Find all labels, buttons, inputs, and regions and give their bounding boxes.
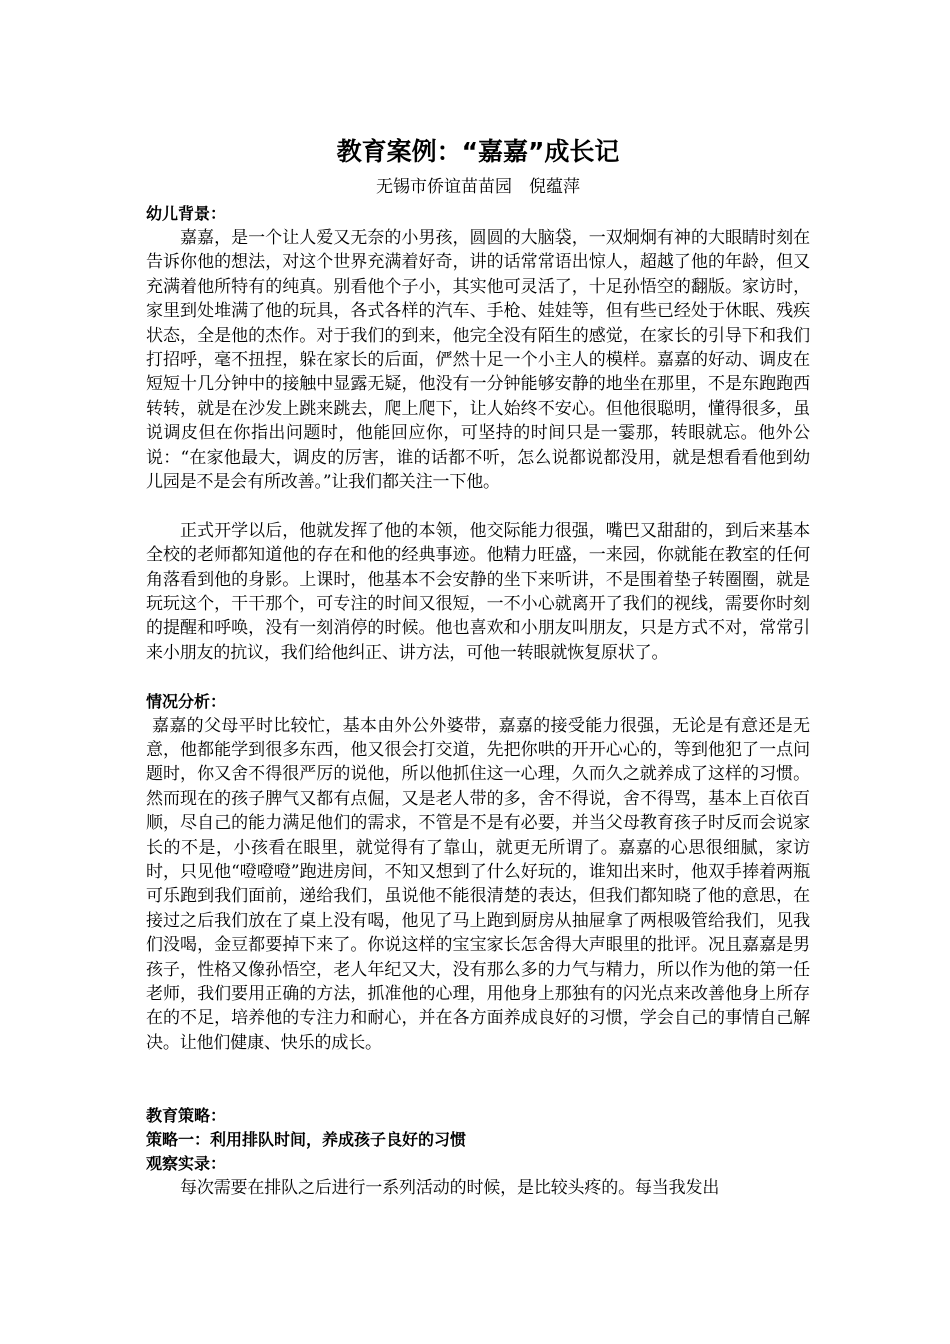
document-title: 教育案例：“嘉嘉”成长记: [336, 137, 620, 166]
strategy-one-heading: 策略一：利用排队时间，养成孩子良好的习惯: [146, 1129, 467, 1149]
section-heading-strategy: 教育策略：: [146, 1105, 227, 1125]
document-body: [146, 132, 810, 1200]
paragraph-analysis: 嘉嘉的父母平时比较忙，基本由外公外婆带，嘉嘉的接受能力很强，无论是有意还是无意，他都能学到很多东西，他又很会打交道，先把你哄的开开心心的，等到他犯了一点问题时，你又舍不得很严厉的说他，所以他抓住这一心理，久而久之就养成了这样的习惯。然而现在的孩子脾气又都有点倔，又是老人带的多，舍不得说，舍不得骂，基本上百依百顺，尽自己的能力满足他们的需求，不管是不是有必要，并当父母教育孩子时反而会说家长的不是，小孩看在眼里，就觉得有了靠山，就更无所谓了。嘉嘉的心思很细腻，家访时，只见他“噔噔噔”跑进房间，不知又想到了什么好玩的，谁知出来时，他双手捧着两瓶可乐跑到我们面前，递给我们，虽说他不能很清楚的表达，但我们都知晓了他的意思，在接过之后我们放在了桌上没有喝，他见了马上跑到厨房从抽屉拿了两根吸管给我们，见我们没喝，金豆都要掉下来了。你说这样的宝宝家长怎舍得大声眼里的批评。况且嘉嘉是男孩子，性格又像孙悟空，老人年纪又大，没有那么多的力气与精力，所以作为他的第一任老师，我们要用正确的方法，抓准他的心理，用他身上那独有的闪光点来改善他身上所存在的不足，培养他的专注力和耐心，并在各方面养成良好的习惯，学会自己的事情自己解决。让他们健康、快乐的成长。: [146, 715, 810, 1053]
paragraph-background-1: 嘉嘉，是一个让人爱又无奈的小男孩，圆圆的大脑袋，一双炯炯有神的大眼睛时刻在告诉你他的想法，对这个世界充满着好奇，讲的话常常语出惊人，超越了他的年龄，但又充满着他所特有的纯真。别看他个子小，其实他可灵活了，十足孙悟空的翻版。家访时，家里到处堆满了他的玩具，各式各样的汽车、手枪、娃娃等，但有些已经处于休眠、残疾状态，全是他的杰作。对于我们的到来，他完全没有陌生的感觉，在家长的引导下和我们打招呼，毫不扭捏，躲在家长的后面，俨然十足一个小主人的模样。嘉嘉的好动、调皮在短短十几分钟中的接触中显露无疑，他没有一分钟能够安静的地坐在那里，不是东跑跑西转转，就是在沙发上跳来跳去，爬上爬下，让人始终不安心。但他很聪明，懂得很多，虽说调皮但在你指出问题时，他能回应你，可坚持的时间只是一霎那，转眼就忘。他外公说：“在家他最大，调皮的厉害，谁的话都不听，怎么说都说都没用，就是想看看他到幼儿园是不是会有所改善。”让我们都关注一下他。: [146, 228, 810, 493]
paragraph-background-2: 正式开学以后，他就发挥了他的本领，他交际能力很强，嘴巴又甜甜的，到后来基本全校的老师都知道他的存在和他的经典事迹。他精力旺盛，一来园，你就能在教室的任何角落看到他的身影。上课时，他基本不会安静的坐下来听讲，不是围着垫子转圈圈，就是玩玩这个，干干那个，可专注的时间又很短，一不小心就离开了我们的视线，需要你时刻的提醒和呼唤，没有一刻消停的时候。他也喜欢和小朋友叫朋友，只是方式不对，常常引来小朋友的抗议，我们给他纠正、讲方法，可他一转眼就恢复原状了。: [146, 520, 810, 663]
author-line: 无锡市侨谊苗苗园 倪蕴萍: [376, 177, 580, 197]
section-heading-analysis: 情况分析：: [146, 691, 227, 711]
section-heading-observation: 观察实录：: [146, 1153, 227, 1173]
paragraph-observation: 每次需要在排队之后进行一系列活动的时候，是比较头疼的。每当我发出: [180, 1177, 720, 1198]
section-heading-background: 幼儿背景：: [146, 204, 227, 223]
